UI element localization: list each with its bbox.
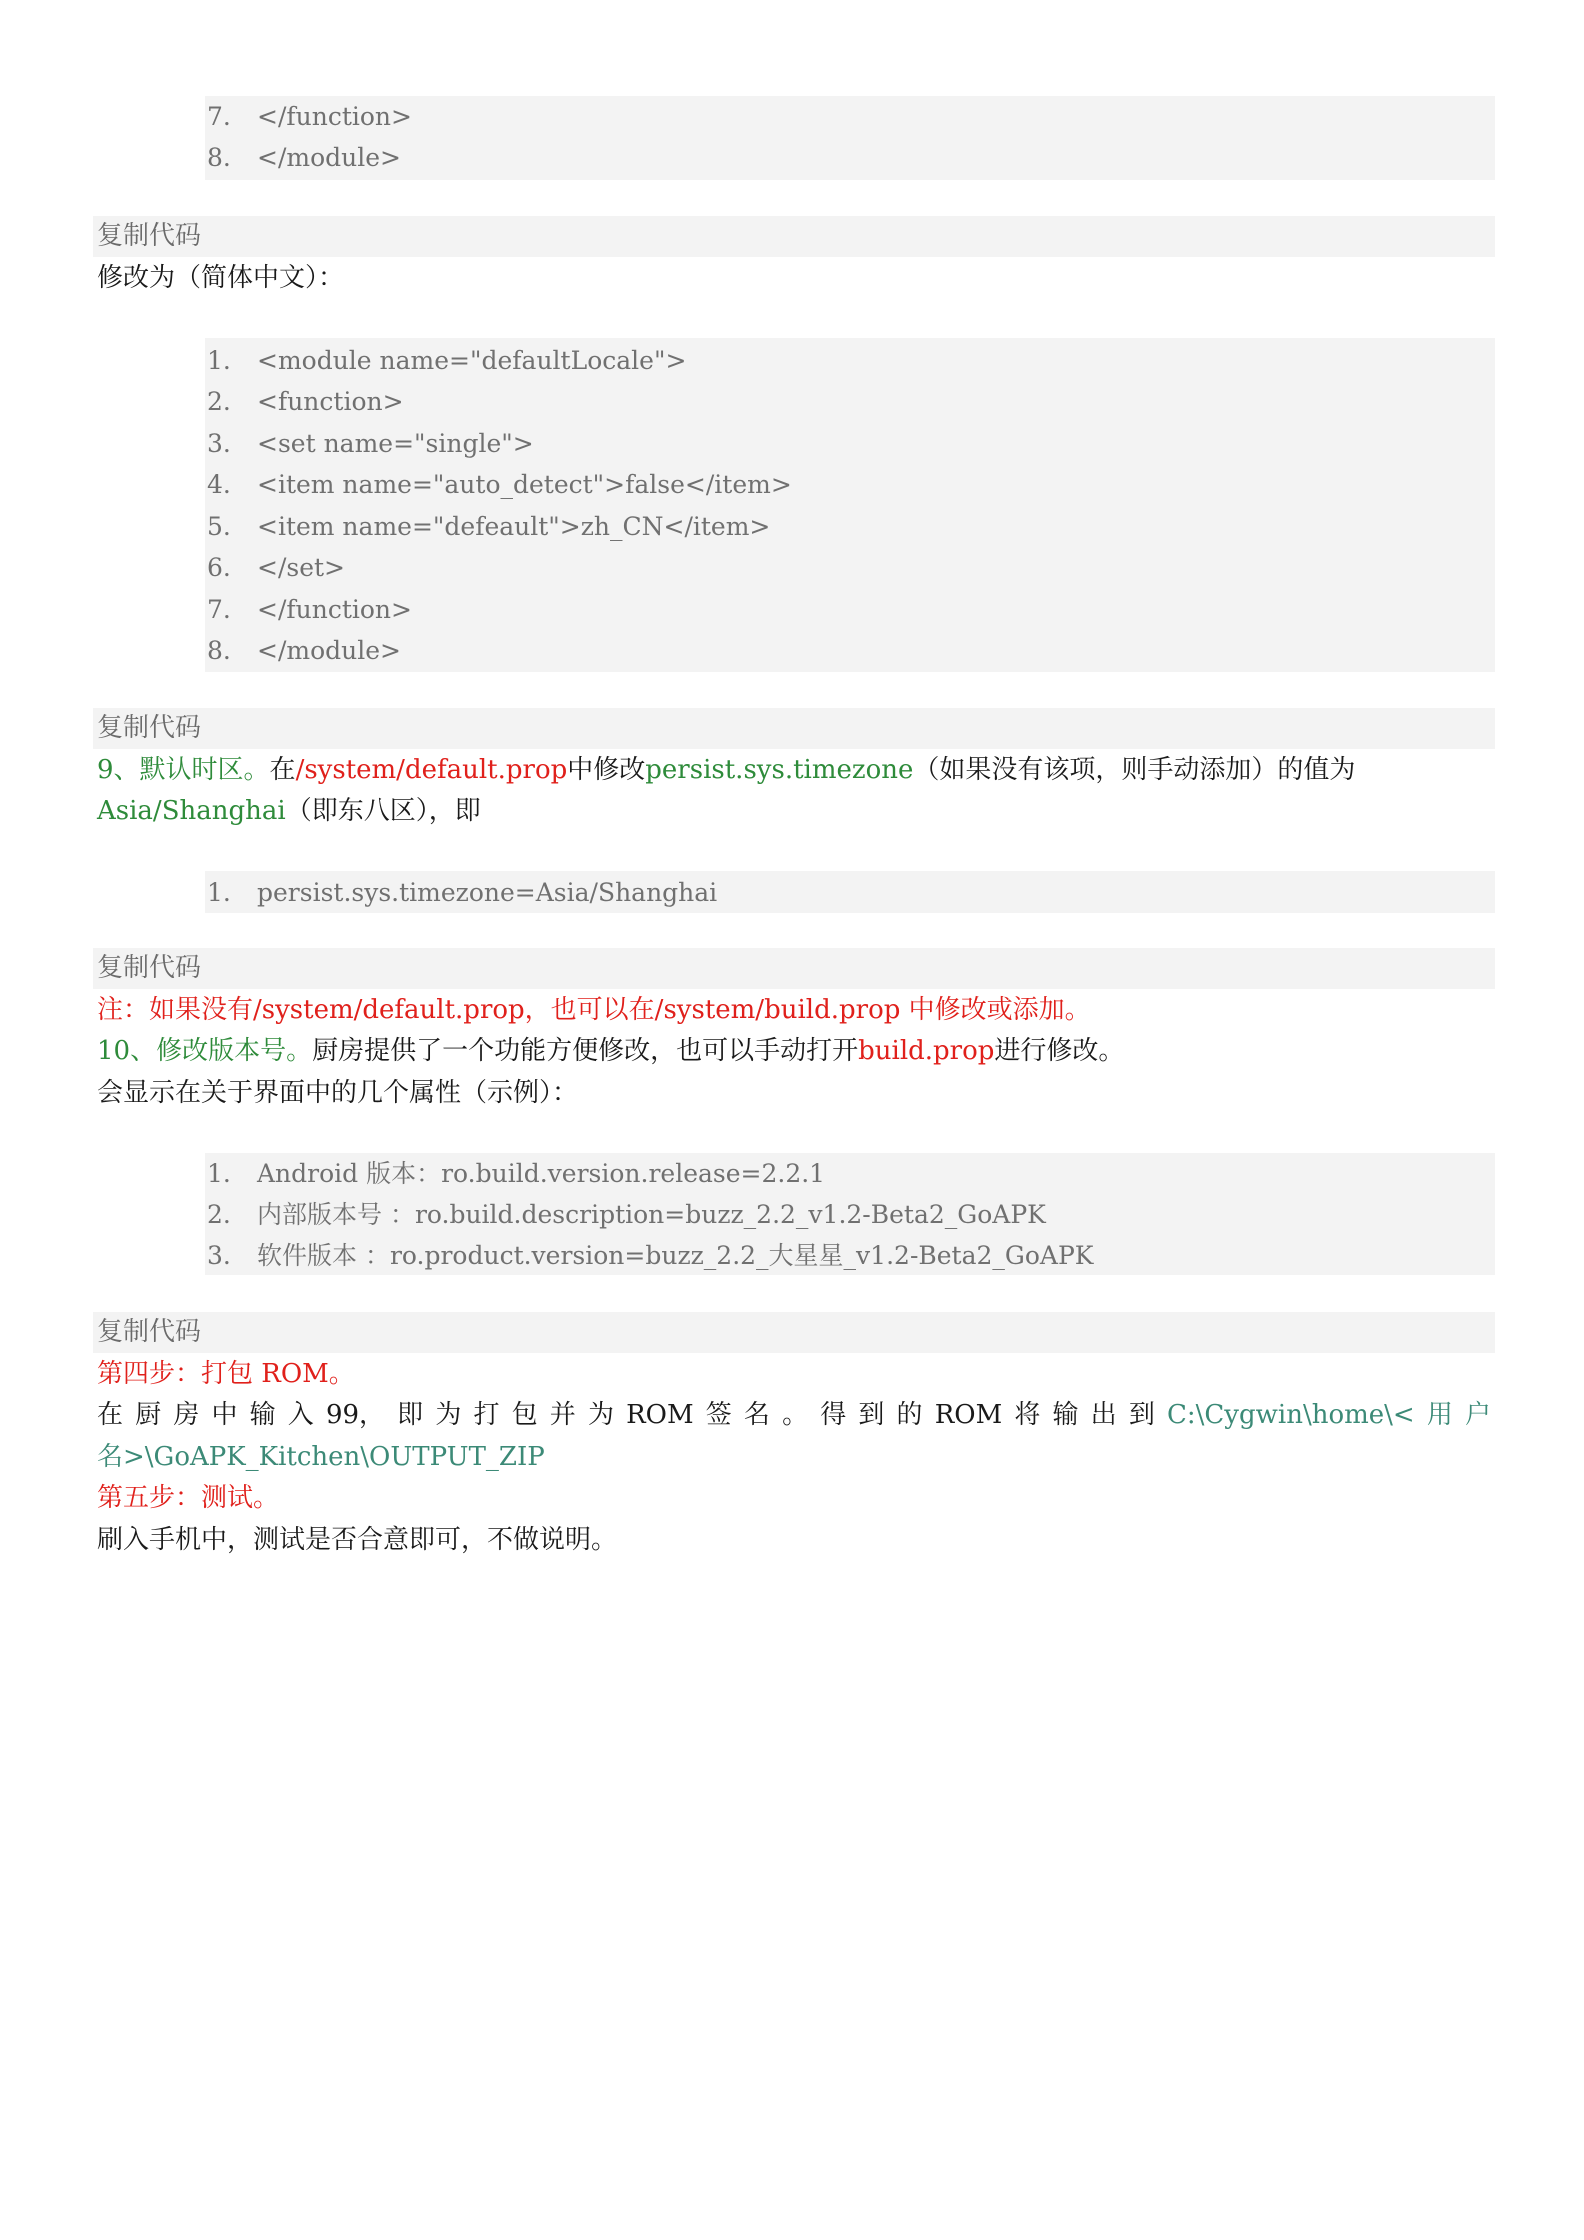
step-four-word: 包 bbox=[511, 1400, 538, 1430]
step-four-word: 中 bbox=[211, 1400, 238, 1430]
line-number: 8. bbox=[207, 143, 231, 172]
step-four-word: 在 bbox=[97, 1400, 124, 1430]
code-line bbox=[205, 1235, 1094, 1276]
line-number: 5. bbox=[207, 512, 231, 541]
code-line bbox=[205, 137, 401, 178]
code-block-3 bbox=[205, 871, 1495, 913]
step-four-word: 。 bbox=[782, 1400, 809, 1430]
step-four-word: 名 bbox=[743, 1400, 770, 1430]
line-number: 4. bbox=[207, 470, 231, 499]
code-line bbox=[205, 1153, 825, 1194]
code-text: 软件版本 ：ro.product.version=buzz_2.2_大星星_v1.2-Beta2_GoAPK bbox=[257, 1241, 1094, 1270]
output-path-word: 户 bbox=[1464, 1400, 1491, 1430]
code-text: <item name="auto_detect">false</item> bbox=[257, 470, 792, 499]
step-four-word: 的 bbox=[896, 1400, 923, 1430]
code-block-4 bbox=[205, 1153, 1495, 1275]
step-four-word: ROM bbox=[934, 1400, 1003, 1430]
code-text: 内部版本号 ：ro.build.description=buzz_2.2_v1.2-Beta2_GoAPK bbox=[257, 1200, 1046, 1229]
line-number: 1. bbox=[207, 878, 231, 907]
line-number: 7. bbox=[207, 102, 231, 131]
code-text: persist.sys.timezone=Asia/Shanghai bbox=[257, 878, 718, 907]
step-four-word: 将 bbox=[1014, 1400, 1041, 1430]
line-number: 1. bbox=[207, 1159, 231, 1188]
step-four-word: 输 bbox=[249, 1400, 276, 1430]
line-number: 8. bbox=[207, 636, 231, 665]
step10-text: 进行修改。 bbox=[994, 1036, 1125, 1066]
code-line bbox=[205, 589, 412, 630]
line-number: 6. bbox=[207, 553, 231, 582]
step9-text: 在 bbox=[269, 755, 296, 785]
output-path-start: C:\Cygwin\home\< bbox=[1166, 1400, 1415, 1430]
property-key: persist.sys.timezone bbox=[645, 755, 914, 785]
step-four-word: 打 bbox=[473, 1400, 500, 1430]
step9-text: 中修改 bbox=[567, 755, 646, 785]
code-text: <module name="defaultLocale"> bbox=[257, 346, 687, 375]
code-text: <item name="defeault">zh_CN</item> bbox=[257, 512, 771, 541]
step-four-word: 99， bbox=[325, 1400, 386, 1430]
copy-code-label[interactable]: 复制代码 bbox=[97, 953, 202, 983]
line-number: 2. bbox=[207, 1200, 231, 1229]
code-text: </function> bbox=[257, 102, 412, 131]
property-value: Asia/Shanghai bbox=[97, 796, 286, 826]
copy-code-label[interactable]: 复制代码 bbox=[97, 221, 202, 251]
copy-code-bar[interactable] bbox=[93, 708, 1495, 749]
step-four-heading: 第四步：打包 ROM。 bbox=[97, 1359, 355, 1389]
code-text: </function> bbox=[257, 595, 412, 624]
step-four-line1 bbox=[97, 1395, 1491, 1436]
note-text: 注：如果没有/system/default.prop，也可以在/system/build.prop 中修改或添加。 bbox=[97, 995, 1091, 1025]
file-name: build.prop bbox=[858, 1036, 995, 1066]
line-number: 2. bbox=[207, 387, 231, 416]
line-number: 1. bbox=[207, 346, 231, 375]
code-line bbox=[205, 547, 345, 588]
code-line bbox=[205, 872, 717, 913]
code-line bbox=[205, 1194, 1046, 1235]
step10-line bbox=[97, 1031, 1497, 1072]
file-path: /system/default.prop bbox=[295, 755, 568, 785]
code-line bbox=[205, 506, 770, 547]
step10-text: 厨房提供了一个功能方便修改，也可以手动打开 bbox=[312, 1036, 859, 1066]
code-line bbox=[205, 464, 792, 505]
step-four-word: 为 bbox=[435, 1400, 462, 1430]
copy-code-bar[interactable] bbox=[93, 216, 1495, 257]
step-four-word: 即 bbox=[397, 1400, 424, 1430]
step-four-word: 到 bbox=[1128, 1400, 1155, 1430]
code-text: <function> bbox=[257, 387, 404, 416]
step-four-word: 并 bbox=[549, 1400, 576, 1430]
code-text: </module> bbox=[257, 636, 401, 665]
copy-code-label[interactable]: 复制代码 bbox=[97, 1317, 202, 1347]
copy-code-label[interactable]: 复制代码 bbox=[97, 713, 202, 743]
code-line bbox=[205, 630, 401, 671]
code-text: </module> bbox=[257, 143, 401, 172]
code-text: </set> bbox=[257, 553, 345, 582]
step-four-word: ROM bbox=[626, 1400, 694, 1430]
step9-line1 bbox=[97, 750, 1497, 791]
code-line bbox=[205, 340, 686, 381]
step9-text: （如果没有该项，则手动添加）的值为 bbox=[913, 755, 1356, 785]
step-four-word: 入 bbox=[287, 1400, 314, 1430]
step9-text: （即东八区），即 bbox=[285, 796, 481, 826]
step9-heading: 9、默认时区。 bbox=[97, 755, 270, 785]
line-number: 3. bbox=[207, 429, 231, 458]
code-line bbox=[205, 423, 534, 464]
step-four-word: 到 bbox=[858, 1400, 885, 1430]
step-four-word: 房 bbox=[173, 1400, 200, 1430]
modify-intro: 修改为（简体中文）： bbox=[97, 263, 345, 293]
output-path-word: 用 bbox=[1426, 1400, 1453, 1430]
step-five-text: 刷入手机中，测试是否合意即可，不做说明。 bbox=[97, 1525, 618, 1555]
step9-line2 bbox=[97, 791, 1497, 832]
about-intro: 会显示在关于界面中的几个属性（示例）： bbox=[97, 1078, 579, 1108]
step-four-word: 厨 bbox=[135, 1400, 162, 1430]
code-line bbox=[205, 381, 404, 422]
code-block-2 bbox=[205, 338, 1495, 672]
step-five-heading: 第五步：测试。 bbox=[97, 1483, 280, 1513]
line-number: 7. bbox=[207, 595, 231, 624]
step10-heading: 10、修改版本号。 bbox=[97, 1036, 313, 1066]
step-four-word: 为 bbox=[587, 1400, 614, 1430]
code-text: Android 版本：ro.build.version.release=2.2.1 bbox=[257, 1159, 826, 1188]
output-path-end: 名>\GoAPK_Kitchen\OUTPUT_ZIP bbox=[97, 1442, 545, 1472]
code-line bbox=[205, 96, 412, 137]
copy-code-bar[interactable] bbox=[93, 948, 1495, 989]
line-number: 3. bbox=[207, 1241, 231, 1270]
step-four-word: 出 bbox=[1090, 1400, 1117, 1430]
copy-code-bar[interactable] bbox=[93, 1312, 1495, 1353]
code-block-1 bbox=[205, 96, 1495, 180]
step-four-word: 得 bbox=[820, 1400, 847, 1430]
code-text: <set name="single"> bbox=[257, 429, 534, 458]
step-four-word: 输 bbox=[1052, 1400, 1079, 1430]
step-four-word: 签 bbox=[705, 1400, 732, 1430]
